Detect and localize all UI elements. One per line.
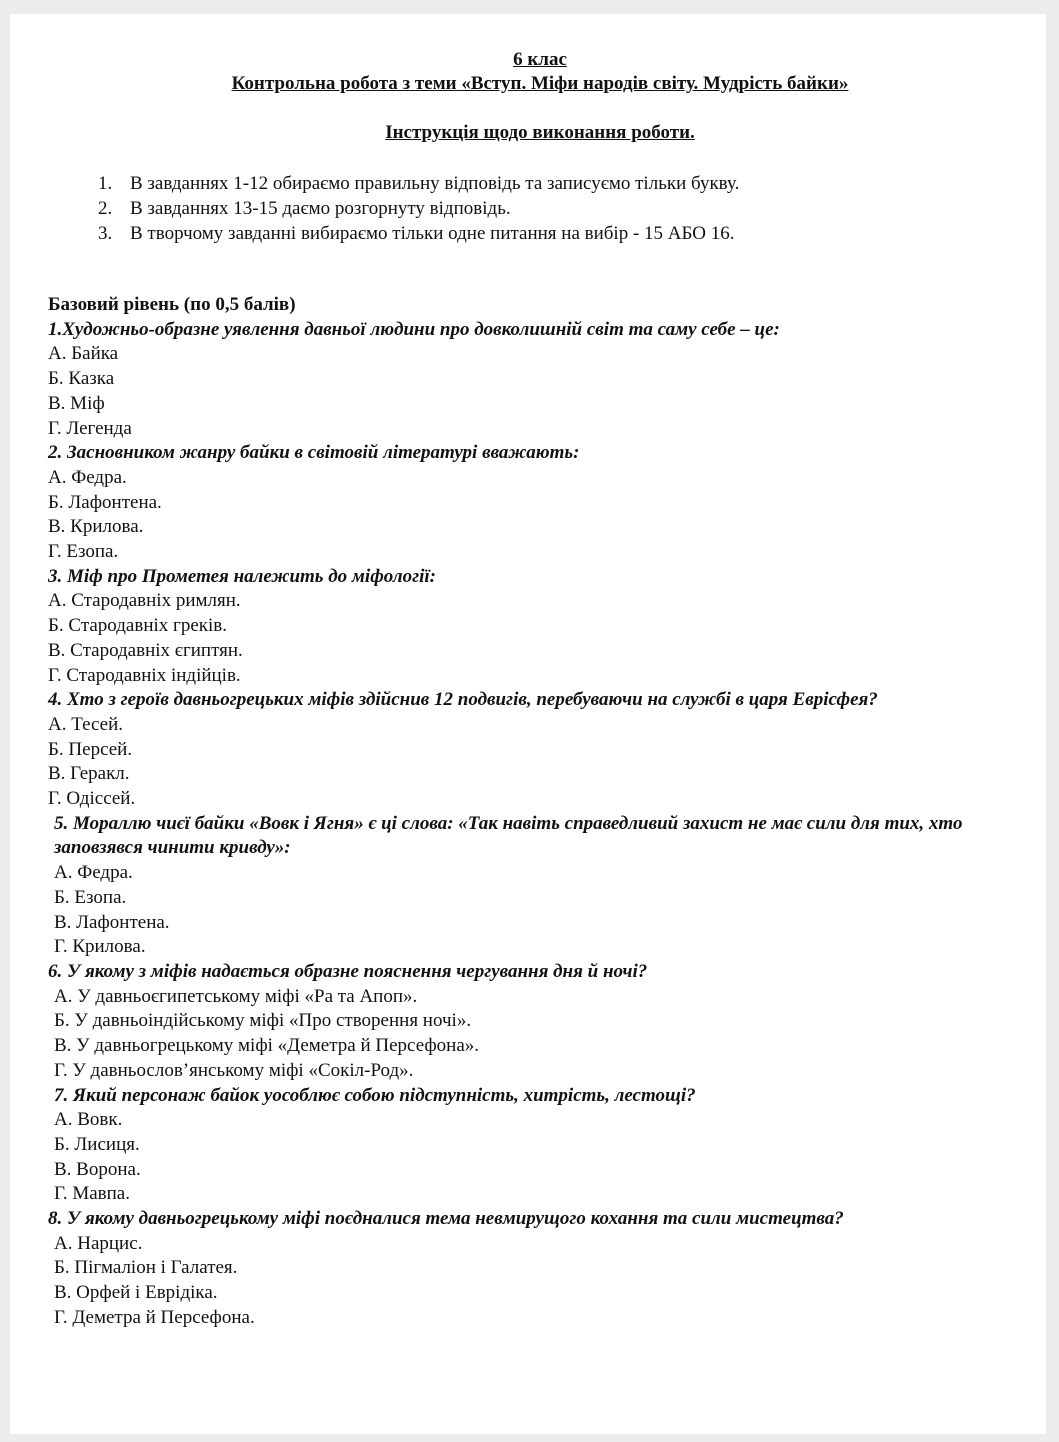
answer-option: Г. Одіссей.	[48, 788, 136, 810]
answer-option: А. Федра.	[48, 466, 127, 488]
answer-option: В. Лафонтена.	[54, 911, 170, 933]
instruction-number: 1.	[98, 173, 113, 194]
answer-option: А. Стародавніх римлян.	[48, 590, 241, 612]
answer-option: Б. Пігмаліон і Галатея.	[54, 1257, 238, 1279]
instructions-list	[98, 171, 739, 246]
answer-option: Б. У давньоіндійському міфі «Про створення ночі».	[54, 1010, 472, 1032]
instruction-number: 2.	[98, 198, 113, 219]
answer-option: Б. Лисиця.	[54, 1133, 140, 1155]
question-2: 2. Засновником жанру байки в світовій літературі вважають:	[48, 442, 580, 464]
question-1: 1.Художньо-образне уявлення давньої людини про довколишній світ та саму себе – це:	[48, 318, 780, 340]
answer-option: В. Геракл.	[48, 763, 130, 785]
instruction-text: В творчому завданні вибираємо тільки одне питання на вибір - 15 АБО 16.	[130, 223, 735, 244]
answer-option: А. Тесей.	[48, 713, 124, 735]
answer-option: Г. Езопа.	[48, 541, 119, 563]
instruction-item	[98, 221, 739, 246]
question-3: 3. Міф про Прометея належить до міфології:	[48, 565, 436, 587]
answer-option: Б. Казка	[48, 368, 115, 390]
answer-option: А. Нарцис.	[54, 1232, 143, 1254]
answer-option: А. Байка	[48, 343, 119, 365]
level-heading: Базовий рівень (по 0,5 балів)	[48, 294, 296, 315]
answer-option: А. Федра.	[54, 862, 133, 884]
answer-option: В. Орфей і Еврідіка.	[54, 1282, 218, 1304]
instruction-text: В завданнях 13-15 даємо розгорнуту відповідь.	[130, 198, 511, 219]
instruction-number: 3.	[98, 223, 113, 244]
question-8: 8. У якому давньогрецькому міфі поєдналися тема невмирущого кохання та сили мистецтва?	[48, 1208, 844, 1230]
answer-option: Б. Стародавніх греків.	[48, 615, 227, 637]
question-7: 7. Який персонаж байок уособлює собою підступність, хитрість, лестощі?	[54, 1084, 696, 1106]
answer-option: Г. У давньослов’янському міфі «Сокіл-Род».	[54, 1059, 414, 1081]
answer-option: А. У давньоєгипетському міфі «Ра та Апоп».	[54, 985, 418, 1007]
instruction-item	[98, 171, 739, 196]
test-title: Контрольна робота з теми «Вступ. Міфи народів світу. Мудрість байки»	[231, 73, 849, 94]
question-6: 6. У якому з міфів надається образне пояснення чергування дня й ночі?	[48, 960, 648, 982]
answer-option: В. Крилова.	[48, 516, 144, 538]
question-5: 5. Мораллю чиєї байки «Вовк і Ягня» є ці слова: «Так навіть справедливий захист не має сили для тих, хто заповзявся чинити кривду»:	[54, 812, 963, 859]
document-page	[10, 14, 1046, 1434]
answer-option: В. Стародавніх єгиптян.	[48, 639, 243, 661]
grade-heading: 6 клас	[513, 49, 567, 70]
instructions-heading: Інструкція щодо виконання роботи.	[385, 122, 695, 143]
instruction-item	[98, 196, 739, 221]
answer-option: Б. Езопа.	[54, 886, 127, 908]
answer-option: Г. Деметра й Персефона.	[54, 1306, 255, 1328]
answer-option: Г. Легенда	[48, 417, 132, 439]
instruction-text: В завданнях 1-12 обираємо правильну відповідь та записуємо тільки букву.	[130, 173, 740, 194]
answer-option: В. Ворона.	[54, 1158, 141, 1180]
answer-option: Б. Лафонтена.	[48, 491, 162, 513]
answer-option: В. Міф	[48, 392, 105, 414]
answer-option: Г. Стародавніх індійців.	[48, 664, 241, 686]
answer-option: А. Вовк.	[54, 1109, 123, 1131]
questions-section	[48, 293, 986, 1331]
answer-option: Б. Персей.	[48, 738, 133, 760]
answer-option: Г. Мавпа.	[54, 1183, 130, 1205]
question-4: 4. Хто з героїв давньогрецьких міфів здійснив 12 подвигів, перебуваючи на службі в царя Еврісфея?	[48, 689, 878, 711]
answer-option: Г. Крилова.	[54, 936, 146, 958]
answer-option: В. У давньогрецькому міфі «Деметра й Персефона».	[54, 1035, 480, 1057]
